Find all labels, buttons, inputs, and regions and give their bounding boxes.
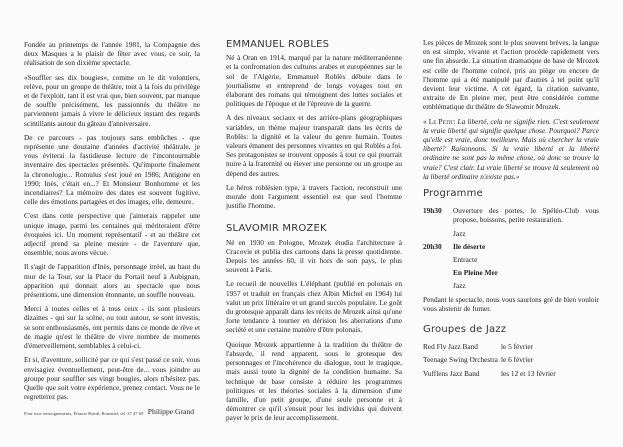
heading-programme: Programme [423,188,483,200]
programme-text: Jazz [453,228,466,238]
column-authors [226,38,402,428]
paragraph: Il s'agit de l'apparition d'Inès, personnage irréel, au haut du mur de la Tour, sur la Place du Portail neuf à Aubignan, apparition qui donnait alors au spectacle que nous présentions, une dimension étonnante, un souffle nouveau. [24,262,200,300]
signature: Philippe Grand [147,407,194,417]
column-programme [423,38,599,382]
jazz-row [423,355,599,364]
programme-time: 20h30 [423,241,442,251]
paragraph: Le recueil de nouvelles L'éléphant (publié en polonais en 1957 et traduit en français chez Albin Michel en 1964) lui valut un prix littéraire et un grand succès populaire. Le goût du grotesque apparaît dans les récits de Mrozek ainsi qu'une forte tendance à tourner en dérision les aberrations d'une société et une certaine manière d'être polonais. [226,279,402,335]
band-date: le 5 février [501,342,534,352]
programme-time [423,281,453,290]
paragraph: Quoique Mrozek appartienne à la tradition du théâtre de l'absurde, il rend apparent, sous le grotesque des personnages et l'incohérence du dialogue, tout le tragique, mais aussi toute la dignité de la condition humaine. Sa technique de base consiste à réduire les programmes politiques et les théories sociales à la dimension d'une famille, d'un petit groupe, d'une seule personne et à démontrer ce qu'il s'ensuit pour les individus qui doivent payer le prix de leur accomplissement. [226,339,402,423]
quote [423,117,599,181]
programme-text: Entracte [453,255,478,265]
band-date: le 6 février [501,355,534,365]
footer-contact: Pour tous renseignements, Francis Ruedi, Romanel, tél. 37 47 69 [24,411,144,416]
column-editorial [24,40,200,417]
quote-text: La liberté, cela ne signifie rien. C'est seulement la vraie liberté qui signifie quelque chose. Pourquoi? Parce qu'elle est vraie, donc meilleure. Mais où chercher la vraie liberté? Raisonnons. Si la vraie liberté et la liberté ordinaire ne sont pas la même chose, où donc se trouve la vraie? C'est clair. La vraie liberté se trouve là seulement où la liberté ordinaire n'existe pas.» [423,116,599,181]
jazz-row [423,369,599,378]
paragraph: Né à Oran en 1914, marqué par la nature méditerranéenne et la confrontation des cultures arabes et européennes sur le sol de l'Algérie, Emmanuel Roblès débute dans le journalisme et entreprend de longs voyages tout en élaborant des romans qui témoignent des luttes sociales et politiques de l'époque et de l'épreuve de la guerre. [226,53,402,109]
paragraph: Les pièces de Mrozek sont le plus souvent brèves, la langue en est simple, vivante et l'action procède rapidement vers une fin absurde. La situation dramatique de base de Mrozek est celle de l'homme coincé, pris au piège ou encore de l'homme qui a été manipulé par d'autres à tel point qu'il devient leur victime. A cet égard, la citation suivante, extraite de En pleine mer, peut être considérée comme emblématique du théâtre de Slawomir Mrozek. [423,38,599,112]
paragraph: «Souffler ses dix bougies», comme on le dit volontiers, relève, pour un groupe de théâtre, tout à la fois du privilège et de l'exploit, tant il est vrai que, bien souvent, par manque de souffle précisément, les passionnés du théâtre ne parviennent jamais à vivre le délicieux instant des regards scintillants autour du gâteau d'anniversaire. [24,72,200,128]
paragraph: C'est dans cette perspective que j'aimerais rappeler une unique image, parmi les centaines qui mériteraient d'être évoquées ici. Un moment représentatif - et au théâtre cet adjectif prend sa pleine mesure - de l'aventure que, ensemble, nous avons vécue. [24,211,200,258]
programme-time: 19h30 [423,206,442,216]
quote-speaker: « Le Petit: [423,116,456,126]
jazz-row [423,342,599,351]
paragraph: Merci à toutes celles et à tous ceux - ils sont plusieurs dizaines - qui sur la scène, ou tout autour, se sont investis, se sont enthousiasmés, ont permis dans ce monde de rêve et de magie qu'est le théâtre de vivre nombre de moments d'émerveillement, semblables à celui-ci. [24,304,200,351]
band-name: Teenage Swing Orchestra [423,355,498,365]
heading-mrozek: SLAVOMIR MROZEK [226,223,327,235]
programme-time [423,255,453,264]
paragraph: Et si, d'aventure, sollicité par ce qui s'est passé ce soir, vous envisagiez éventuellement, peut-être de... vous joindre au groupe pour souffler ses vingt bougies, alors n'hésitez pas. Quelle que soit votre expérience, prenez contact. Vous ne le regretterez pas. [24,355,200,402]
programme-row [423,242,599,251]
programme-note: Pendant le spectacle, nous vous saurions gré de bien vouloir vous abstenir de fumer. [423,294,599,313]
programme-text: En Pleine Mer [453,268,498,278]
paragraph: Le héros roblésien type, à travers l'action, reconstruit une morale dont l'argument essentiel est que seul l'homme justifie l'homme. [226,182,402,211]
programme-text: Ouverture des portes, le Spéléo-Club vous propose, boissons, petite restauration. [453,206,599,225]
programme-list [423,206,599,290]
paragraph: Né en 1930 en Pologne, Mrozek étudia l'architecture à Cracovie et publia des cartoons dans la presse quotidienne. Depuis les années 60, il vit hors de son pays, le plus souvent à Paris. [226,237,402,275]
band-name: Red Fly Jazz Band [423,342,478,352]
band-name: Vufflens Jazz Band [423,368,480,378]
paragraph: De ce parcours - pas toujours sans embûches - que représente une douzaine d'années d'activité théâtrale, je vous éviterai la fastidieuse lecture de l'incontournable inventaire des spectacles présentés. Qu'importe finalement la chronologie... Romulus s'est joué en 1986; Antigone en 1990; Inès, c'était en...? Et Monsieur Bonhomme et les incendiaires? La mémoire des dates est souvent fugitive, celle des émotions partagées et des images, elle, demeure. [24,132,200,207]
programme-time [423,268,453,277]
jazz-list [423,342,599,378]
programme-row [423,268,599,277]
programme-row [423,255,599,264]
programme-text: Ile déserte [453,241,486,251]
programme-time [423,229,453,238]
heading-robles: EMMANUEL ROBLES [226,39,330,50]
programme-row [423,229,599,238]
programme-row [423,281,599,290]
band-date: les 12 et 13 février [501,368,556,378]
programme-row [423,206,599,224]
heading-jazz: Groupes de Jazz [423,324,507,336]
paragraph: A des niveaux sociaux et des arrière-plans géographiques variables, un thème majeur transparaît dans les écrits de Roblès: la dignité et la valeur du genre humain. Toutes valeurs émanent des personnes vivantes en qui Roblès a foi. Ses protagonistes se trouvent opposés à tout ce qui pourrait nuire à la fraternité ou élever une personne ou un groupe au dépend des autres. [226,113,402,178]
paragraph: Fondée au printemps de l'année 1981, la Compagnie des deux Masques a le plaisir de fêter avec vous, ce soir, la réalisation de son dixième spectacle. [24,40,200,68]
programme-text: Jazz [453,281,466,291]
